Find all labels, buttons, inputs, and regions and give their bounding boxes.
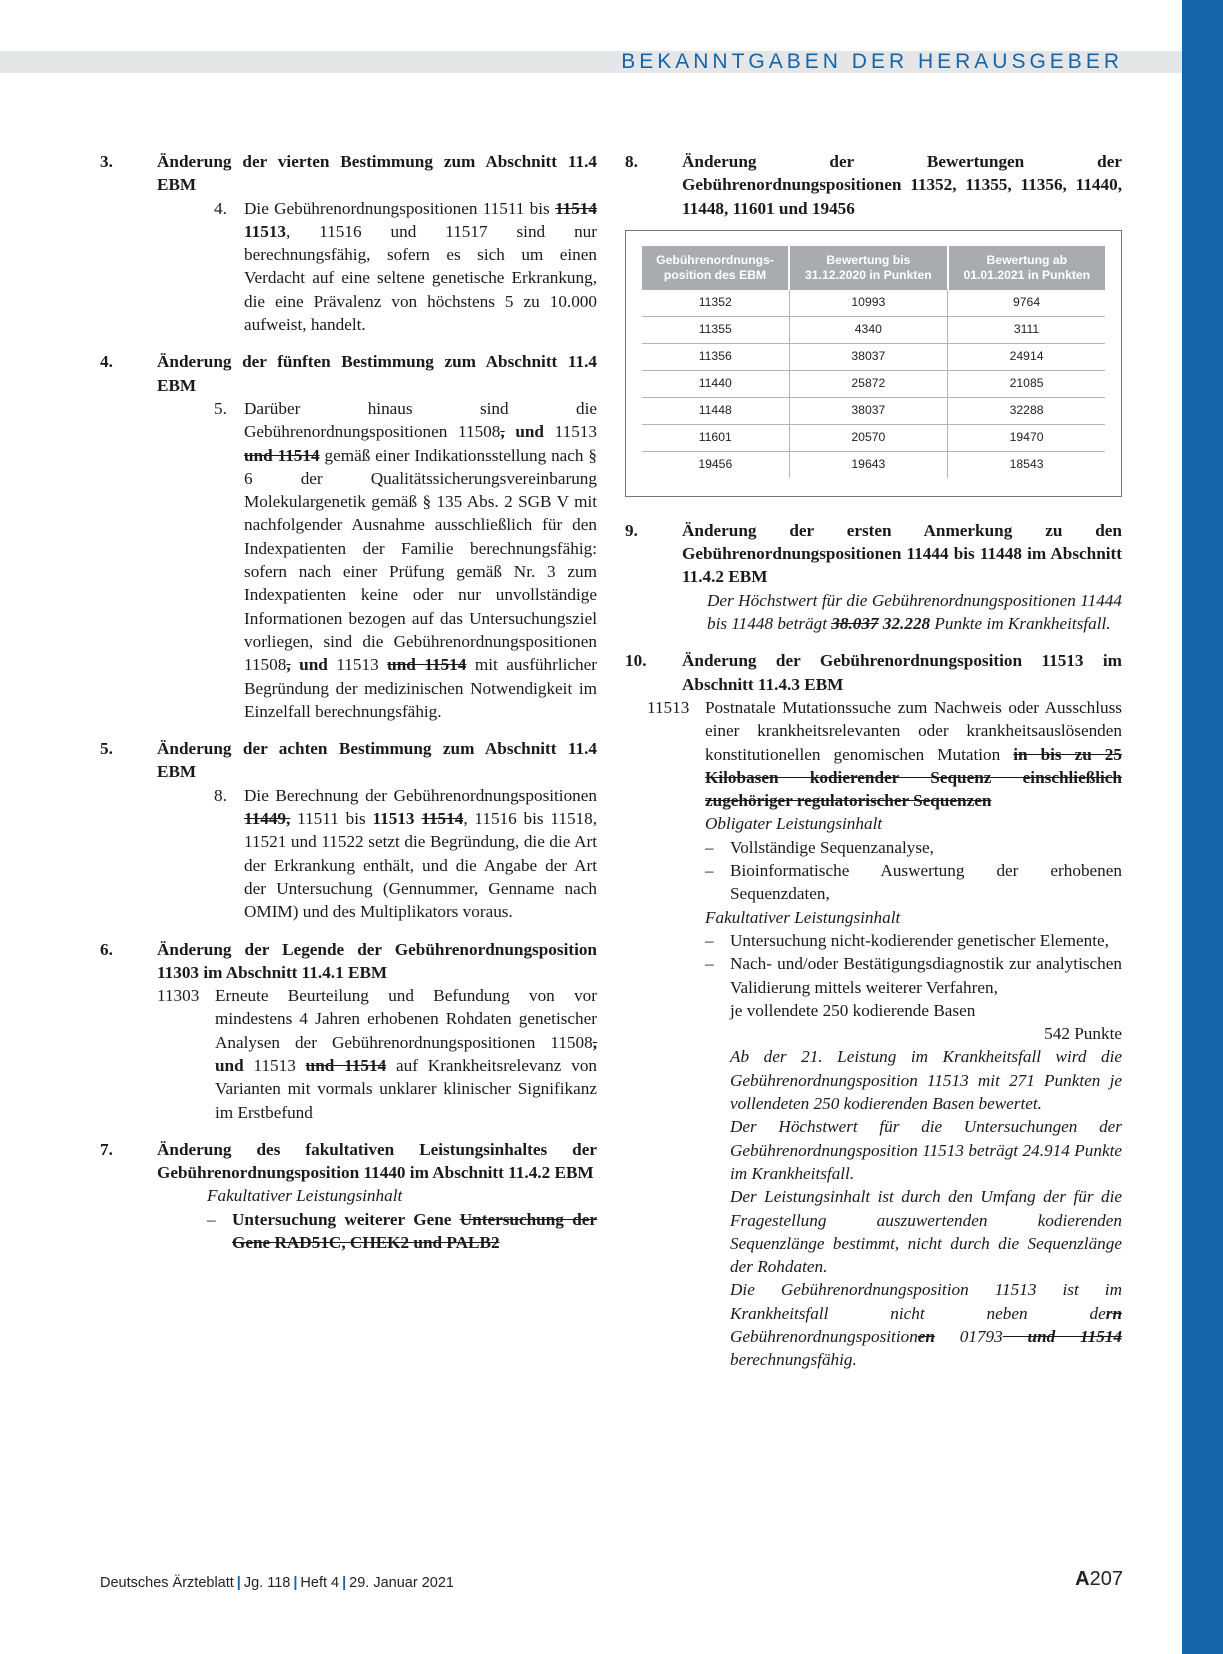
footer-separator: | [342, 1575, 347, 1591]
table-cell: 38037 [789, 343, 948, 370]
table-cell: 10993 [789, 290, 948, 317]
item-number: 3. [100, 152, 113, 171]
bullet-text: Untersuchung nicht-kodierender genetischer Elemente, [730, 930, 1109, 950]
inserted-text: und [504, 422, 544, 442]
table-cell: 21085 [948, 370, 1105, 397]
legend-text: Erneute Beurteilung und Befundung von vor mindestens 4 Jahren erhobenen Rohdaten genetischer Analysen der Gebührenordnungspositionen 11508, und 11513 und 11514 auf Krankheitsrelevanz von Varianten mit vormals unklarer klinischer Signifikanz im Erstbefund [215, 986, 598, 1122]
rating-table-box [625, 230, 1122, 497]
inserted-text: 11513 [372, 809, 415, 829]
item-5 [100, 737, 597, 923]
deleted-text: , [500, 422, 505, 442]
item-title: Änderung der Gebührenordnungsposition 11513 im Abschnitt 11.4.3 EBM [682, 651, 1122, 694]
table-cell: 4340 [789, 316, 948, 343]
bullet-text: Nach- und/oder Bestätigungsdiagnostik zur analytischen Validierung mittels weiterer Verfahren, [730, 954, 1122, 997]
item-number: 10. [625, 651, 647, 671]
item-number: 7. [100, 1139, 113, 1159]
item-3 [100, 150, 597, 336]
notes-block [730, 1045, 1122, 1371]
volume: Jg. 118 [243, 1575, 291, 1591]
deleted-text: 38.037 [831, 614, 879, 634]
table-row [642, 343, 1105, 370]
inserted-text: r [1105, 1303, 1113, 1323]
table-cell: 24914 [948, 343, 1105, 370]
paragraph-number: 8. [214, 785, 227, 805]
deleted-text: 11514 [421, 809, 464, 829]
inserted-text: 32.228 [882, 614, 931, 634]
inserted-text: Untersuchung weiterer Gene [232, 1209, 452, 1229]
item-title: Änderung der achten Bestimmung zum Abschnitt 11.4 EBM [157, 739, 597, 782]
item-7 [100, 1138, 597, 1254]
dash-bullet: – [207, 1209, 216, 1229]
item-10 [625, 649, 1122, 1371]
table-cell: 32288 [948, 397, 1105, 424]
left-column [100, 150, 597, 1268]
deleted-text: 11449, [244, 809, 291, 829]
deleted-text: , [286, 655, 291, 675]
table-row [642, 424, 1105, 451]
item-title: Änderung der ersten Anmerkung zu den Gebührenordnungspositionen 11444 bis 11448 im Abschnitt 11.4.2 EBM [682, 520, 1122, 587]
note-text: Der Höchstwert für die Gebührenordnungspositionen 11444 bis 11448 beträgt 38.037 32.228 Punkte im Krankheitsfall. [707, 590, 1122, 634]
table-cell: 11355 [642, 316, 789, 343]
table-header-row [642, 246, 1105, 290]
footer-citation [100, 1575, 454, 1591]
journal-name: Deutsches Ärzteblatt [100, 1575, 234, 1591]
gop-code: 11303 [157, 986, 200, 1006]
paragraph-text: Die Gebührenordnungspositionen 11511 bis 11514 11513, 11516 und 11517 sind nur berechnungsfähig, sofern es sich um einen Verdacht auf eine seltene genetische Erkrankung, die eine Prävalenz von höchstens 5 zu 10.000 aufweist, handelt. [244, 198, 597, 335]
footer-separator: | [293, 1575, 298, 1591]
item-9 [625, 519, 1122, 635]
table-cell: 19470 [948, 424, 1105, 451]
bullet-text: Vollständige Sequenzanalyse, [730, 837, 934, 857]
table-body [642, 290, 1105, 478]
table-cell: 11356 [642, 343, 789, 370]
gop-code: 11513 [647, 697, 690, 717]
item-number: 5. [100, 739, 113, 759]
inserted-text: und [290, 655, 328, 675]
table-cell: 11601 [642, 424, 789, 451]
issue-date: 29. Januar 2021 [349, 1575, 454, 1591]
dash-bullet: – [705, 837, 714, 857]
page-num: 207 [1089, 1568, 1123, 1590]
bullet-text: Bioinformatische Auswertung der erhobenen Sequenzdaten, [730, 861, 1122, 904]
table-cell: 25872 [789, 370, 948, 397]
item-title: Änderung der Bewertungen der Gebührenordnungspositionen 11352, 11355, 11356, 11440, 11448, 11601 und 19456 [682, 152, 1122, 218]
item-8 [625, 150, 1122, 220]
footer-separator: | [236, 1575, 241, 1591]
sidebar-stripe [1182, 0, 1223, 1654]
table-cell: 11440 [642, 370, 789, 397]
item-number: 4. [100, 352, 113, 372]
paragraph-text: Darüber hinaus sind die Gebührenordnungspositionen 11508, und 11513 und 11514 gemäß einer Indikationsstellung nach § 6 der Qualitätssicherungsvereinbarung Molekulargenetik gemäß § 135 Abs. 2 SGB V mit nachfolgender Ausnahme ausschließlich für den Indexpatienten der Familie berechnungsfähig: sofern nach einer Prüfung gemäß Nr. 3 zum Indexpatienten keine oder nur unvollständige Informationen bezogen auf das Untersuchungsziel vorliegen, sind die Gebührenordnungspositionen 11508, und 11513 und 11514 mit ausführlicher Begründung der medizinischen Notwendigkeit im Einzelfall berechnungsfähig. [244, 398, 597, 721]
table-cell: 11448 [642, 397, 789, 424]
deleted-text: und 11514 [387, 655, 467, 675]
table-row [642, 316, 1105, 343]
table-header-cell: Bewertung bis 31.12.2020 in Punkten [789, 246, 948, 290]
item-title: Änderung der fünften Bestimmung zum Abschnitt 11.4 EBM [157, 352, 597, 395]
deleted-text: und 11514 [1002, 1326, 1123, 1346]
table-header-cell: Bewertung ab 01.01.2021 in Punkten [948, 246, 1105, 290]
table-cell: 19456 [642, 451, 789, 478]
item-title: Änderung des fakultativen Leistungsinhaltes der Gebührenordnungsposition 11440 im Abschnitt 11.4.2 EBM [157, 1139, 597, 1183]
mandatory-content-label: Obligater Leistungsinhalt [705, 814, 883, 834]
table-row [642, 397, 1105, 424]
table-row [642, 290, 1105, 317]
item-6 [100, 938, 597, 1124]
item-title: Änderung der vierten Bestimmung zum Abschnitt 11.4 EBM [157, 152, 597, 195]
note-text: Ab der 21. Leistung im Krankheitsfall wird die Gebührenordnungsposition 11513 mit 271 Punkten je vollendeten 250 kodierenden Basen bewertet. [730, 1047, 1122, 1114]
page-number [1075, 1568, 1123, 1591]
paragraph-number: 4. [214, 198, 227, 218]
table-cell: 19643 [789, 451, 948, 478]
optional-content-label: Fakultativer Leistungsinhalt [207, 1186, 403, 1206]
legend-text: Postnatale Mutationssuche zum Nachweis oder Ausschluss einer krankheitsrelevanten oder krankheitsauslösenden konstitutionellen genomischen Mutation in bis zu 25 Kilobasen kodierender Sequenz einschließlich zugehöriger regulatorischer Sequenzen [705, 697, 1122, 811]
deleted-text: n [1112, 1303, 1122, 1323]
deleted-text: en [917, 1326, 935, 1346]
points-value: 542 Punkte [1044, 1024, 1122, 1044]
item-number: 8. [625, 152, 638, 171]
note-text: Der Leistungsinhalt ist durch den Umfang der für die Fragestellung auszuwertenden kodierenden Sequenzlänge bestimmt, nicht durch die Sequenzlänge der Rohdaten. [730, 1187, 1122, 1277]
item-number: 6. [100, 939, 113, 959]
item-number: 9. [625, 520, 638, 540]
deleted-text: in bis zu 25 Kilobasen kodierender Sequenz einschließlich zugehöriger regulatorischer Sequenzen [705, 744, 1122, 811]
table-row [642, 451, 1105, 478]
deleted-text: und 11514 [305, 1055, 387, 1075]
section-label: BEKANNTGABEN DER HERAUSGEBER [621, 50, 1123, 73]
paragraph-number: 5. [214, 398, 227, 418]
rating-table [642, 246, 1105, 478]
table-cell: 3111 [948, 316, 1105, 343]
deleted-text: , [592, 1032, 597, 1052]
right-column [625, 150, 1122, 1386]
table-cell: 11352 [642, 290, 789, 317]
table-header-cell: Gebührenordnungs- position des EBM [642, 246, 789, 290]
issue: Heft 4 [300, 1575, 340, 1591]
deleted-text: 11514 [554, 198, 597, 218]
page-prefix: A [1075, 1568, 1090, 1590]
inserted-text: 11513 [244, 221, 287, 241]
item-4 [100, 350, 597, 723]
dash-bullet: – [705, 954, 714, 974]
paragraph-text: Die Berechnung der Gebührenordnungspositionen 11449, 11511 bis 11513 11514, 11516 bis 11518, 11521 und 11522 setzt die Begründung, die die Art der Erkrankung enthält, und die Angabe der Art der Untersuchung (Gennummer, Genname nach OMIM) und des Multiplikators voraus. [244, 785, 598, 922]
unit-text: je vollendete 250 kodierende Basen [730, 1000, 976, 1020]
optional-content-label: Fakultativer Leistungsinhalt [705, 907, 901, 927]
item-title: Änderung der Legende der Gebührenordnungsposition 11303 im Abschnitt 11.4.1 EBM [157, 939, 597, 982]
note-text: Die Gebührenordnungsposition 11513 ist im Krankheitsfall nicht neben dern Gebührenordnungspositionen 01793 und 11514 berechnungsfähig. [730, 1280, 1123, 1370]
content-block [705, 812, 1122, 1371]
table-cell: 38037 [789, 397, 948, 424]
note-text: Der Höchstwert für die Untersuchungen der Gebührenordnungsposition 11513 beträgt 24.914 Punkte im Krankheitsfall. [730, 1117, 1122, 1183]
table-cell: 18543 [1009, 457, 1044, 472]
bullet-text [232, 1208, 597, 1255]
table-row [642, 370, 1105, 397]
deleted-text: und 11514 [244, 445, 320, 465]
deleted-text: Untersuchung der Gene RAD51C, CHEK2 und PALB2 [232, 1209, 598, 1253]
dash-bullet: – [705, 930, 714, 950]
dash-bullet: – [705, 861, 714, 881]
table-cell: 9764 [948, 290, 1105, 317]
inserted-text: und [215, 1055, 244, 1075]
table-cell: 20570 [789, 424, 948, 451]
